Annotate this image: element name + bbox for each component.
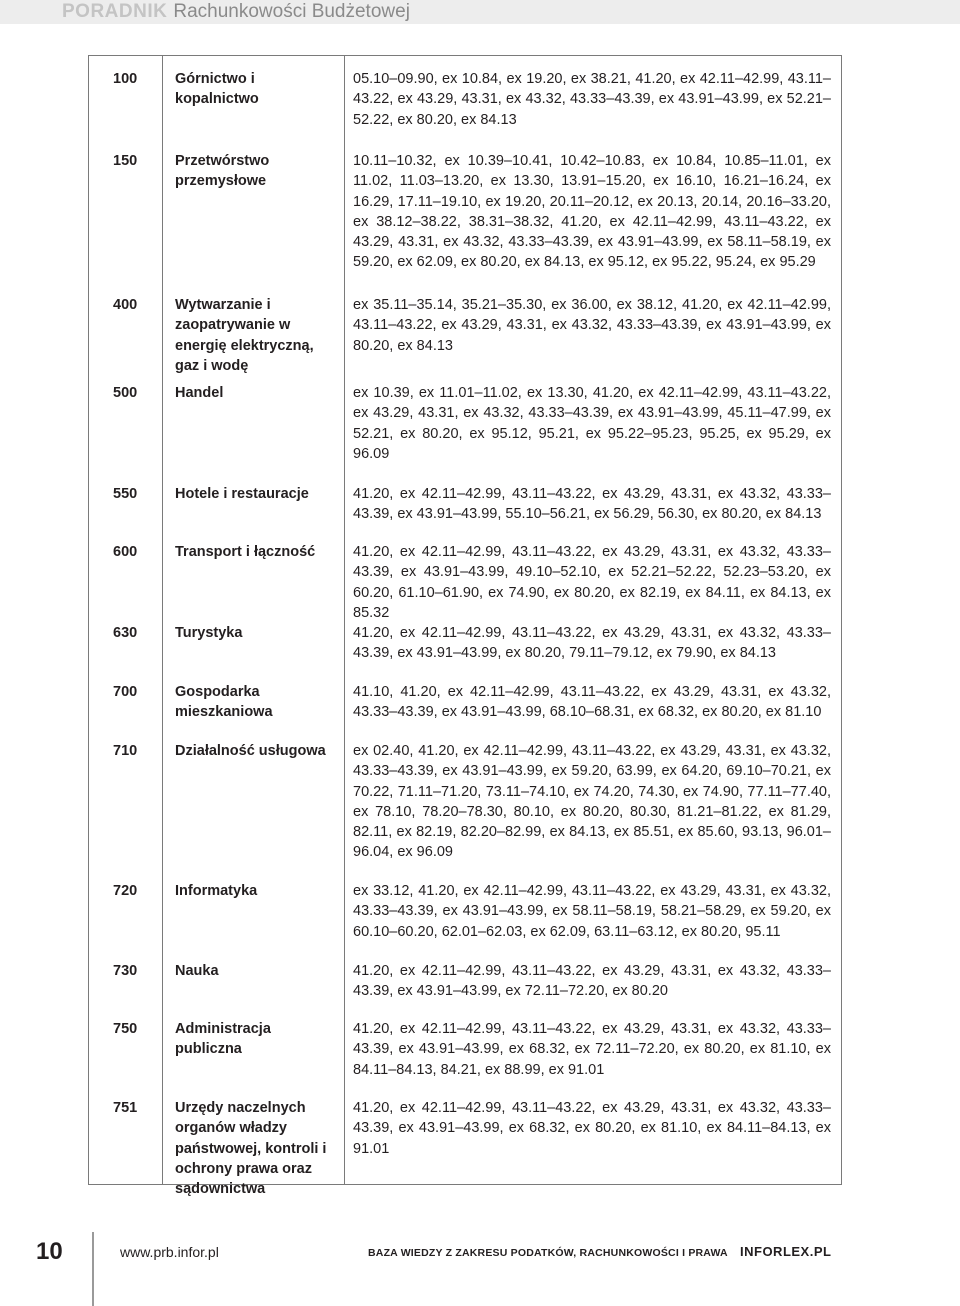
row-pkd-codes: 41.20, ex 42.11–42.99, 43.11–43.22, ex 43.29, 43.31, ex 43.32, 43.33–43.39, ex 43.91–43.99, 55.10–56.21, ex 56.29, 56.30, ex 80.20, ex 84.13 (353, 486, 831, 523)
row-name: Nauka (175, 963, 219, 979)
row-name: Hotele i restauracje (175, 486, 309, 502)
row-pkd-codes: 41.20, ex 42.11–42.99, 43.11–43.22, ex 43.29, 43.31, ex 43.32, 43.33–43.39, ex 43.91–43.99, ex 72.11–72.20, ex 80.20 (353, 963, 831, 1000)
row-name: Administracja publiczna (175, 1021, 271, 1058)
publication-brand: PORADNIK (62, 1, 168, 22)
inforlex-logo: INFORLEX.PL (740, 1244, 832, 1259)
row-pkd-codes: ex 35.11–35.14, 35.21–35.30, ex 36.00, ex 38.12, 41.20, ex 42.11–42.99, 43.11–43.22, ex 43.29, 43.31, ex 43.32, 43.33–43.39, ex 43.91–43.99, ex 80.20, ex 84.13 (353, 297, 831, 354)
row-code: 720 (113, 883, 138, 899)
row-pkd-codes: 41.20, ex 42.11–42.99, 43.11–43.22, ex 43.29, 43.31, ex 43.32, 43.33–43.39, ex 43.91–43.99, ex 80.20, 79.11–79.12, ex 79.90, ex 84.13 (353, 625, 831, 662)
row-code: 100 (113, 71, 138, 87)
row-code: 750 (113, 1021, 138, 1037)
publication-title: Rachunkowości Budżetowej (173, 1, 410, 22)
row-code: 600 (113, 544, 138, 560)
row-pkd-codes: 41.20, ex 42.11–42.99, 43.11–43.22, ex 43.29, 43.31, ex 43.32, 43.33–43.39, ex 43.91–43.99, 49.10–52.10, ex 52.21–52.22, 52.23–53.20, ex 60.20, 61.10–61.90, ex 74.90, ex 80.20, ex 82.19, ex 84.11, ex 84.13, ex 85.32 (353, 544, 831, 621)
row-name: Handel (175, 385, 224, 401)
row-name: Turystyka (175, 625, 243, 641)
row-code: 150 (113, 153, 138, 169)
row-code: 730 (113, 963, 138, 979)
row-pkd-codes: ex 02.40, 41.20, ex 42.11–42.99, 43.11–43.22, ex 43.29, 43.31, ex 43.32, 43.33–43.39, ex 43.91–43.99, ex 59.20, 63.99, ex 64.20, 69.10–70.21, ex 70.22, 71.11–71.20, 73.11–74.10, ex 74.20, 74.30, ex 74.90, 77.11–77.40, ex 78.10, 78.20–78.30, 80.10, ex 80.20, 80.30, 81.21–81.22, ex 81.29, 82.11, ex 82.19, 82.20–82.99, ex 84.13, ex 85.51, ex 85.60, 93.13, 96.01–96.04, ex 96.09 (353, 743, 831, 861)
row-pkd-codes: ex 10.39, ex 11.01–11.02, ex 13.30, 41.20, ex 42.11–42.99, 43.11–43.22, ex 43.29, 43.31, ex 43.32, 43.33–43.39, ex 43.91–43.99, 45.11–47.99, ex 52.21, ex 80.20, ex 95.12, 95.21, ex 95.22–95.23, 95.25, ex 95.29, ex 96.09 (353, 385, 831, 462)
row-pkd-codes: 41.20, ex 42.11–42.99, 43.11–43.22, ex 43.29, 43.31, ex 43.32, 43.33–43.39, ex 43.91–43.99, ex 68.32, ex 80.20, ex 81.10, ex 84.11–84.13, ex 91.01 (353, 1100, 831, 1157)
classification-table (88, 55, 842, 1198)
row-pkd-codes: ex 33.12, 41.20, ex 42.11–42.99, 43.11–43.22, ex 43.29, 43.31, ex 43.32, 43.33–43.39, ex 43.91–43.99, ex 58.11–58.19, 58.21–58.29, ex 59.20, ex 60.10–60.20, 62.01–62.03, ex 62.09, 63.11–63.12, ex 80.20, 95.11 (353, 883, 831, 940)
row-name: Informatyka (175, 883, 258, 899)
row-name: Gospodarka mieszkaniowa (175, 684, 273, 721)
row-pkd-codes: 41.10, 41.20, ex 42.11–42.99, 43.11–43.22, ex 43.29, 43.31, ex 43.32, 43.33–43.39, ex 43.91–43.99, 68.10–68.31, ex 68.32, ex 80.20, ex 81.10 (353, 684, 831, 721)
row-code: 710 (113, 743, 138, 759)
footer-tagline: BAZA WIEDZY Z ZAKRESU PODATKÓW, RACHUNKOWOŚCI I PRAWA (368, 1247, 728, 1259)
row-name: Działalność usługowa (175, 743, 326, 759)
row-name: Przetwórstwo przemysłowe (175, 153, 270, 190)
row-pkd-codes: 10.11–10.32, ex 10.39–10.41, 10.42–10.83, ex 10.84, 10.85–11.01, ex 11.02, 11.03–13.20, ex 13.30, 13.91–15.20, ex 16.10, 16.21–16.24, ex 16.29, 17.11–19.10, ex 19.20, 20.11–20.12, ex 20.13, 20.14, 20.16–33.20, ex 38.12–38.22, 38.31–38.32, 41.20, ex 42.11–42.99, 43.11–43.22, ex 43.29, 43.31, ex 43.32, 43.33–43.39, ex 43.91–43.99, ex 58.11–58.19, ex 59.20, ex 62.09, ex 80.20, ex 84.13, ex 95.12, ex 95.22, 95.24, ex 95.29 (353, 153, 831, 271)
header-title-line (62, 0, 410, 24)
row-code: 550 (113, 486, 138, 502)
footer-divider (92, 1232, 94, 1306)
column-divider (344, 56, 345, 1184)
row-code: 400 (113, 297, 138, 313)
row-code: 630 (113, 625, 138, 641)
page-header (0, 0, 960, 24)
row-name: Transport i łączność (175, 544, 316, 560)
row-name: Górnictwo i kopalnictwo (175, 71, 259, 108)
page-number: 10 (36, 1238, 63, 1265)
footer-url-link[interactable]: www.prb.infor.pl (120, 1244, 219, 1260)
row-code: 751 (113, 1100, 138, 1116)
row-name: Urzędy naczelnych organów władzy państwowej, kontroli i ochrony prawa oraz sądownictwa (175, 1100, 327, 1198)
column-divider (162, 56, 163, 1184)
row-code: 700 (113, 684, 138, 700)
row-code: 500 (113, 385, 138, 401)
row-pkd-codes: 05.10–09.90, ex 10.84, ex 19.20, ex 38.21, 41.20, ex 42.11–42.99, 43.11–43.22, ex 43.29, 43.31, ex 43.32, 43.33–43.39, ex 43.91–43.99, ex 52.21–52.22, ex 80.20, ex 84.13 (353, 71, 831, 128)
row-pkd-codes: 41.20, ex 42.11–42.99, 43.11–43.22, ex 43.29, 43.31, ex 43.32, 43.33–43.39, ex 43.91–43.99, ex 68.32, ex 72.11–72.20, ex 80.20, ex 81.10, ex 84.11–84.13, 84.21, ex 88.99, ex 91.01 (353, 1021, 831, 1078)
row-name: Wytwarzanie i zaopatrywanie w energię elektryczną, gaz i wodę (175, 297, 314, 374)
